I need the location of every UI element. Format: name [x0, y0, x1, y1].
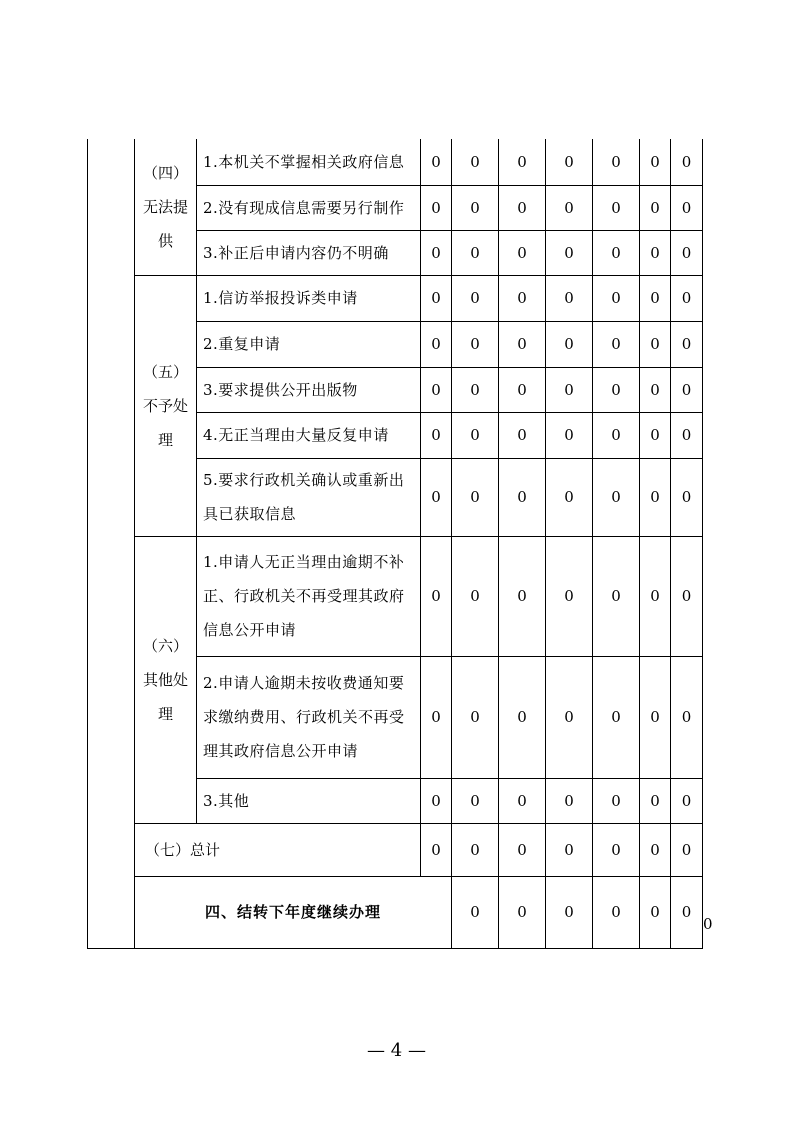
- value-cell: 0: [546, 139, 593, 185]
- value-cell: 0: [421, 536, 452, 656]
- value-cell: 0: [671, 185, 703, 230]
- total-label: （七）总计: [135, 823, 421, 876]
- total-row: [88, 823, 703, 876]
- row-label: 3.要求提供公开出版物: [197, 367, 421, 412]
- value-cell: 0: [671, 656, 703, 778]
- value-cell: 0: [640, 656, 671, 778]
- value-cell: 0: [640, 778, 671, 823]
- value-cell: 0: [499, 876, 546, 948]
- value-cell: 0: [640, 823, 671, 876]
- value-cell: 0: [452, 367, 499, 412]
- value-cell: 0: [452, 321, 499, 367]
- value-cell: 0: [671, 230, 703, 275]
- value-cell: 0: [452, 275, 499, 321]
- value-cell: 0: [640, 876, 671, 948]
- row-label: 4.无正当理由大量反复申请: [197, 412, 421, 458]
- value-cell: 0: [499, 656, 546, 778]
- value-cell: 0: [499, 823, 546, 876]
- value-cell: 0: [421, 656, 452, 778]
- table-row: [88, 536, 703, 656]
- value-cell: 0: [499, 139, 546, 185]
- value-cell: 0: [452, 139, 499, 185]
- value-cell: 0: [421, 321, 452, 367]
- value-cell: 0: [593, 321, 640, 367]
- value-cell: 0: [499, 536, 546, 656]
- value-cell: 0: [452, 185, 499, 230]
- value-cell: 0: [421, 458, 452, 536]
- value-cell: 0: [499, 458, 546, 536]
- value-cell: 0: [546, 230, 593, 275]
- value-cell: 0: [671, 412, 703, 458]
- value-cell: 0: [499, 321, 546, 367]
- value-cell: 0: [593, 778, 640, 823]
- row-label: 2.没有现成信息需要另行制作: [197, 185, 421, 230]
- group-cell-4: （四） 无法提 供: [135, 139, 197, 275]
- value-cell: 0: [452, 656, 499, 778]
- value-cell: 0: [452, 412, 499, 458]
- value-cell: 0: [546, 778, 593, 823]
- value-cell: 0: [499, 275, 546, 321]
- row-label: 5.要求行政机关确认或重新出具已获取信息: [197, 458, 421, 536]
- value-cell: 0: [421, 412, 452, 458]
- value-cell: 0: [640, 230, 671, 275]
- value-cell: 0: [499, 185, 546, 230]
- row-label: 1.信访举报投诉类申请: [197, 275, 421, 321]
- carry-over-label: 四、结转下年度继续办理: [135, 876, 452, 948]
- value-cell: 0: [640, 412, 671, 458]
- value-cell: 0: [421, 230, 452, 275]
- value-cell: 0: [593, 876, 640, 948]
- value-cell: 0: [593, 139, 640, 185]
- row-label: 3.其他: [197, 778, 421, 823]
- outer-blank-cell: [88, 139, 135, 948]
- value-cell: 0: [499, 412, 546, 458]
- value-cell: 0: [546, 321, 593, 367]
- value-cell: 0: [671, 876, 703, 948]
- value-cell: 0: [452, 536, 499, 656]
- table-row: [88, 139, 703, 185]
- value-cell: 0: [593, 656, 640, 778]
- value-cell: 0: [593, 823, 640, 876]
- row-label: 3.补正后申请内容仍不明确: [197, 230, 421, 275]
- value-cell: 0: [671, 536, 703, 656]
- value-cell: 0: [671, 458, 703, 536]
- row-label: 1.申请人无正当理由逾期不补正、行政机关不再受理其政府信息公开申请: [197, 536, 421, 656]
- value-cell: 0: [546, 823, 593, 876]
- value-cell: 0: [593, 458, 640, 536]
- value-cell: 0: [640, 367, 671, 412]
- value-cell: 0: [671, 823, 703, 876]
- row-label: 2.申请人逾期未按收费通知要求缴纳费用、行政机关不再受理其政府信息公开申请: [197, 656, 421, 778]
- value-cell: 0: [421, 367, 452, 412]
- value-cell: 0: [546, 458, 593, 536]
- value-cell: 0: [640, 458, 671, 536]
- carry-over-row: 四、结转下年度继续办理 0 0 0 0 0 0 0: [88, 876, 703, 948]
- row-label: 2.重复申请: [197, 321, 421, 367]
- value-cell: 0: [421, 275, 452, 321]
- value-cell: 0: [452, 876, 499, 948]
- value-cell: 0: [671, 778, 703, 823]
- disclosure-table: [87, 139, 713, 949]
- value-cell: 0: [421, 139, 452, 185]
- row-label: 1.本机关不掌握相关政府信息: [197, 139, 421, 185]
- value-cell: 0: [640, 139, 671, 185]
- value-cell: 0: [452, 458, 499, 536]
- value-cell: 0: [671, 367, 703, 412]
- value-cell: 0: [546, 656, 593, 778]
- value-cell: 0: [546, 876, 593, 948]
- value-cell: 0: [593, 185, 640, 230]
- value-cell: 0: [499, 230, 546, 275]
- value-cell: 0: [546, 367, 593, 412]
- value-cell: 0: [593, 412, 640, 458]
- value-cell: 0: [421, 778, 452, 823]
- value-cell: 0: [640, 275, 671, 321]
- value-cell: 0: [640, 185, 671, 230]
- value-cell: 0: [593, 230, 640, 275]
- value-cell: 0: [452, 778, 499, 823]
- value-cell: 0: [452, 230, 499, 275]
- page-number: — 4 —: [367, 1040, 426, 1061]
- value-cell: 0: [671, 275, 703, 321]
- group-cell-5: （五） 不予处 理: [135, 275, 197, 536]
- value-cell: 0: [546, 275, 593, 321]
- group-cell-6: （六） 其他处 理: [135, 536, 197, 823]
- value-cell: 0: [452, 823, 499, 876]
- table-row: [88, 275, 703, 321]
- value-cell: 0: [640, 321, 671, 367]
- value-cell: 0: [671, 321, 703, 367]
- value-cell: 0: [546, 185, 593, 230]
- value-cell: 0: [671, 139, 703, 185]
- value-cell: 0: [593, 536, 640, 656]
- value-cell: 0: [546, 412, 593, 458]
- value-cell: 0: [593, 275, 640, 321]
- value-cell: 0: [499, 367, 546, 412]
- value-cell: 0: [640, 536, 671, 656]
- value-cell: 0: [421, 823, 452, 876]
- value-cell: 0: [421, 185, 452, 230]
- value-cell: 0: [593, 367, 640, 412]
- value-cell: 0: [546, 536, 593, 656]
- value-cell: 0: [499, 778, 546, 823]
